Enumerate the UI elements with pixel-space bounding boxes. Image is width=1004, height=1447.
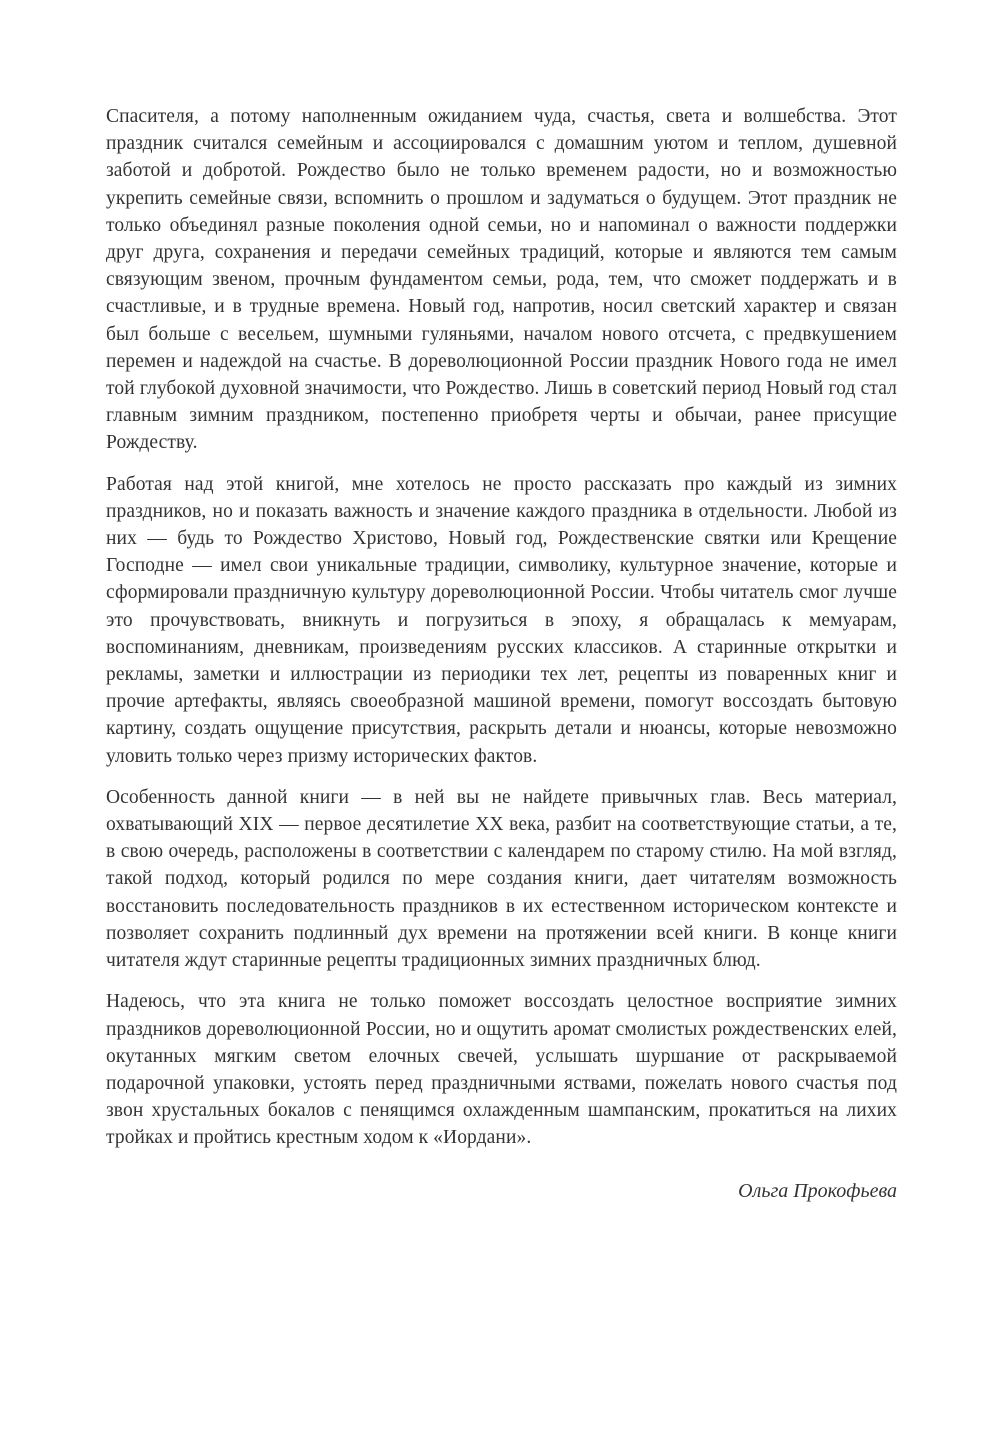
paragraph-author-hope: Надеюсь, что эта книга не только поможет воссоздать целостное восприятие зимних праздников дореволюционной России, но и ощутить аромат смолистых рождественских елей, окутанных мягким светом елочных свечей, услышать шуршание от раскрываемой подарочной упаковки, устоять перед праздничными яствами, пожелать нового счастья под звон хрустальных бокалов с пенящимся охлажденным шампанским, прокатиться на лихих тройках и пройтись крестным ходом к «Иордани». [106, 991, 897, 1149]
text-block [106, 103, 897, 1205]
paragraph-book-structure: Особенность данной книги — в ней вы не найдете привычных глав. Весь материал, охватывающий XIX — первое десятилетие XX века, разбит на соответствующие статьи, а те, в свою очередь, расположены в соответствии с календарем по старому стилю. На мой взгляд, такой подход, который родился по мере создания книги, дает читателям возможность восстановить последовательность праздников в их естественном историческом контексте и позволяет сохранить подлинный дух времени на протяжении всей книги. В конце книги читателя ждут старинные рецепты традиционных зимних праздничных блюд. [106, 786, 897, 972]
paragraph-intro-holidays: Спасителя, а потому наполненным ожиданием чуда, счастья, света и волшебства. Этот праздник считался семейным и ассоциировался с домашним уютом и теплом, душевной заботой и добротой. Рождество было не только временем радости, но и возможностью укрепить семейные связи, вспомнить о прошлом и задуматься о будущем. Этот праздник не только объединял разные поколения одной семьи, но и напоминал о важности поддержки друг друга, сохранения и передачи семейных традиций, которые и являются тем самым связующим звеном, прочным фундаментом семьи, рода, тем, что сможет поддержать и в счастливые, и в трудные времена. Новый год, напротив, носил светский характер и связан был больше с весельем, шумными гуляньями, началом нового отсчета, с предвкушением перемен и надеждой на счастье. В дореволюционной России праздник Нового года не имел той глубокой духовной значимости, что Рождество. Лишь в советский период Новый год стал главным зимним праздником, постепенно приобретя черты и обычаи, ранее присущие Рождеству. [106, 106, 897, 454]
paragraph-book-goal: Работая над этой книгой, мне хотелось не просто рассказать про каждый из зимних праздников, но и показать важность и значение каждого праздника в отдельности. Любой из них — будь то Рождество Христово, Новый год, Рождественские святки или Крещение Господне — имел свои уникальные традиции, символику, культурное значение, которые и сформировали праздничную культуру дореволюционной России. Чтобы читатель смог лучше это прочувствовать, вникнуть и погрузиться в эпоху, я обращалась к мемуарам, воспоминаниям, дневникам, произведениям русских классиков. А старинные открытки и рекламы, заметки и иллюстрации из периодики тех лет, рецепты из поваренных книг и прочие артефакты, являясь своеобразной машиной времени, помогут воссоздать бытовую картину, создать ощущение присутствия, раскрыть детали и нюансы, которые невозможно уловить только через призму исторических фактов. [106, 473, 897, 767]
author-signature: Ольга Прокофьева [738, 1179, 897, 1202]
